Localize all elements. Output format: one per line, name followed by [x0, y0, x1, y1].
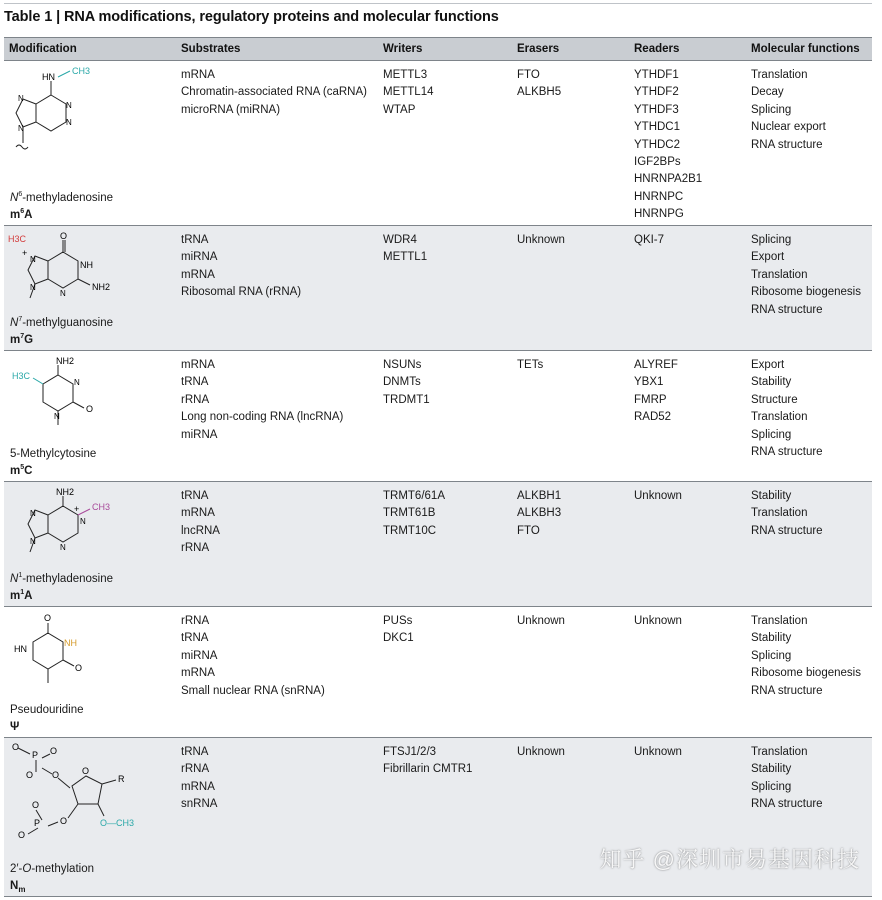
- table-row: [4, 61, 872, 226]
- functions-cell: [746, 351, 872, 482]
- readers-item: YTHDF1: [634, 69, 679, 81]
- modification-name: $N^1$-methyladenosine: [10, 572, 113, 585]
- functions-item: Nuclear export: [751, 121, 826, 134]
- modification-cell: [4, 351, 176, 482]
- modification-name: $N^6$-methyladenosine: [10, 191, 113, 204]
- header-functions: Molecular functions: [746, 38, 872, 61]
- modification-abbreviation: $m^1A$: [10, 589, 33, 602]
- readers-cell: [629, 61, 746, 226]
- functions-item: RNA structure: [751, 446, 823, 459]
- modification-abbreviation: Ψ: [10, 720, 20, 733]
- functions-item: Translation: [751, 268, 808, 281]
- substrates-cell: [176, 482, 378, 607]
- functions-item: Splicing: [751, 428, 792, 441]
- svg-text:N: N: [30, 283, 36, 292]
- writers-cell: [378, 738, 512, 897]
- top-rule: [4, 3, 872, 4]
- svg-text:NH2: NH2: [56, 487, 75, 497]
- substrates-item: tRNA: [181, 376, 209, 389]
- svg-text:O—CH3: O—CH3: [100, 818, 135, 828]
- erasers-cell: [512, 226, 629, 351]
- functions-item: Decay: [751, 86, 784, 99]
- modification-name: 2′-O-methylation: [10, 862, 94, 875]
- writers-item: METTL3: [383, 69, 428, 81]
- substrates-item: Small nuclear RNA (snRNA): [181, 684, 325, 697]
- functions-item: Translation: [751, 411, 808, 424]
- m5c-structure-icon: [8, 355, 118, 445]
- erasers-item: FTO: [517, 69, 540, 81]
- svg-text:H3C: H3C: [8, 234, 27, 244]
- substrates-item: miRNA: [181, 649, 218, 662]
- substrates-cell: [176, 61, 378, 226]
- readers-item: FMRP: [634, 393, 667, 406]
- header-modification: Modification: [4, 38, 176, 61]
- modifications-table: [4, 37, 872, 897]
- functions-item: Stability: [751, 490, 792, 502]
- modification-abbreviation: $m^7G$: [10, 333, 34, 346]
- substrates-item: rRNA: [181, 763, 210, 776]
- substrates-item: mRNA: [181, 507, 215, 520]
- functions-item: Translation: [751, 615, 808, 627]
- functions-item: RNA structure: [751, 684, 823, 697]
- functions-item: Stability: [751, 763, 792, 776]
- erasers-item: Unknown: [517, 234, 565, 246]
- erasers-item: ALKBH1: [517, 490, 562, 502]
- functions-item: Translation: [751, 746, 808, 758]
- svg-text:O: O: [60, 231, 68, 241]
- svg-text:NH: NH: [80, 260, 93, 270]
- functions-item: RNA structure: [751, 798, 823, 811]
- readers-item: HNRNPC: [634, 190, 684, 203]
- table-row: [4, 226, 872, 351]
- substrates-item: rRNA: [181, 615, 210, 627]
- readers-item: ALYREF: [634, 359, 678, 371]
- writers-item: TRMT61B: [383, 507, 436, 520]
- modification-cell: [4, 482, 176, 607]
- substrates-item: miRNA: [181, 251, 218, 264]
- modification-abbreviation: $m^5C$: [10, 464, 33, 477]
- header-erasers: Erasers: [512, 38, 629, 61]
- writers-cell: [378, 226, 512, 351]
- erasers-item: ALKBH3: [517, 507, 562, 520]
- modification-cell: [4, 226, 176, 351]
- svg-text:O: O: [32, 800, 40, 810]
- readers-item: Unknown: [634, 615, 682, 627]
- substrates-item: rRNA: [181, 393, 210, 406]
- functions-item: Splicing: [751, 103, 792, 116]
- readers-item: IGF2BPs: [634, 156, 681, 169]
- table-title: Table 1 | RNA modifications, regulatory proteins and molecular functions: [4, 9, 499, 25]
- functions-item: RNA structure: [751, 524, 823, 537]
- functions-item: Structure: [751, 393, 798, 406]
- functions-item: Stability: [751, 632, 792, 645]
- svg-text:P: P: [34, 818, 41, 828]
- functions-item: Translation: [751, 69, 808, 81]
- table-row: [4, 607, 872, 738]
- svg-text:O: O: [44, 613, 52, 623]
- functions-item: RNA structure: [751, 138, 823, 151]
- svg-text:N: N: [18, 94, 24, 103]
- erasers-cell: [512, 61, 629, 226]
- readers-cell: [629, 482, 746, 607]
- erasers-cell: [512, 607, 629, 738]
- functions-item: Splicing: [751, 780, 792, 793]
- svg-text:P: P: [32, 750, 39, 760]
- substrates-item: mRNA: [181, 667, 215, 680]
- substrates-item: snRNA: [181, 798, 218, 811]
- writers-cell: [378, 607, 512, 738]
- svg-text:R: R: [118, 774, 125, 784]
- functions-item: RNA structure: [751, 303, 823, 316]
- functions-item: Ribosome biogenesis: [751, 667, 861, 680]
- readers-item: Unknown: [634, 490, 682, 502]
- functions-item: Splicing: [751, 649, 792, 662]
- svg-text:H3C: H3C: [12, 371, 31, 381]
- functions-cell: [746, 61, 872, 226]
- m7g-structure-icon: [8, 230, 128, 320]
- writers-item: WDR4: [383, 234, 417, 246]
- svg-text:NH2: NH2: [56, 356, 75, 366]
- svg-text:NH2: NH2: [92, 282, 111, 292]
- svg-text:O: O: [26, 770, 34, 780]
- table-row: [4, 351, 872, 482]
- substrates-item: microRNA (miRNA): [181, 103, 281, 116]
- readers-item: QKI-7: [634, 234, 665, 246]
- substrates-item: rRNA: [181, 542, 210, 555]
- writers-item: METTL1: [383, 251, 428, 264]
- modification-name: $N^7$-methylguanosine: [10, 316, 113, 329]
- header-row: [4, 38, 872, 61]
- svg-text:O: O: [50, 746, 58, 756]
- modification-abbreviation: $m^6A$: [10, 208, 33, 221]
- writers-item: DKC1: [383, 632, 414, 645]
- writers-item: TRMT6/61A: [383, 490, 445, 502]
- writers-item: TRDMT1: [383, 393, 430, 406]
- writers-item: DNMTs: [383, 376, 421, 389]
- functions-item: Ribosome biogenesis: [751, 286, 861, 299]
- substrates-item: mRNA: [181, 780, 215, 793]
- readers-item: YTHDC2: [634, 138, 681, 151]
- header-writers: Writers: [378, 38, 512, 61]
- writers-item: PUSs: [383, 615, 413, 627]
- functions-cell: [746, 226, 872, 351]
- writers-cell: [378, 482, 512, 607]
- svg-text:O: O: [52, 770, 60, 780]
- functions-cell: [746, 607, 872, 738]
- svg-text:N: N: [18, 124, 24, 133]
- readers-cell: [629, 351, 746, 482]
- svg-text:N: N: [60, 543, 66, 552]
- svg-text:N: N: [66, 101, 72, 110]
- readers-item: YBX1: [634, 376, 664, 389]
- svg-text:O: O: [86, 404, 94, 414]
- erasers-cell: [512, 351, 629, 482]
- substrates-item: tRNA: [181, 490, 209, 502]
- modification-cell: [4, 607, 176, 738]
- modification-name: Pseudouridine: [10, 703, 84, 716]
- erasers-item: FTO: [517, 524, 540, 537]
- writers-item: WTAP: [383, 103, 416, 116]
- svg-text:N: N: [54, 412, 60, 421]
- readers-item: RAD52: [634, 411, 672, 424]
- substrates-item: Ribosomal RNA (rRNA): [181, 286, 302, 299]
- substrates-item: Chromatin-associated RNA (caRNA): [181, 86, 367, 99]
- header-readers: Readers: [629, 38, 746, 61]
- readers-item: YTHDF3: [634, 103, 679, 116]
- writers-cell: [378, 61, 512, 226]
- substrates-cell: [176, 226, 378, 351]
- svg-text:CH3: CH3: [92, 502, 111, 512]
- readers-cell: [629, 226, 746, 351]
- svg-text:HN: HN: [14, 644, 27, 654]
- svg-text:NH: NH: [64, 638, 77, 648]
- functions-cell: [746, 482, 872, 607]
- functions-item: Export: [751, 251, 785, 264]
- writers-cell: [378, 351, 512, 482]
- writers-item: TRMT10C: [383, 524, 437, 537]
- nm-structure-icon: [8, 742, 158, 852]
- table-row: [4, 482, 872, 607]
- substrates-item: mRNA: [181, 359, 215, 371]
- svg-text:HN: HN: [42, 72, 55, 82]
- svg-text:O: O: [18, 830, 26, 840]
- substrates-item: tRNA: [181, 632, 209, 645]
- svg-text:N: N: [30, 255, 36, 264]
- erasers-cell: [512, 482, 629, 607]
- svg-text:O: O: [60, 816, 68, 826]
- readers-item: YTHDF2: [634, 86, 679, 99]
- erasers-item: Unknown: [517, 746, 565, 758]
- watermark: 知乎 @深圳市易基因科技: [599, 847, 860, 872]
- svg-text:+: +: [22, 248, 28, 258]
- substrates-item: Long non-coding RNA (lncRNA): [181, 411, 344, 424]
- modification-abbreviation: $N_m$: [10, 879, 26, 895]
- modification-cell: [4, 738, 176, 897]
- substrates-item: tRNA: [181, 746, 209, 758]
- erasers-item: TETs: [517, 359, 544, 371]
- substrates-item: tRNA: [181, 234, 209, 246]
- svg-text:N: N: [74, 378, 80, 387]
- svg-text:O: O: [75, 663, 83, 673]
- svg-text:N: N: [30, 509, 36, 518]
- modification-name: 5-Methylcytosine: [10, 447, 97, 460]
- readers-item: Unknown: [634, 746, 682, 758]
- svg-text:N: N: [66, 118, 72, 127]
- m6a-structure-icon: [8, 65, 118, 165]
- svg-text:CH3: CH3: [72, 66, 91, 76]
- substrates-item: mRNA: [181, 69, 215, 81]
- svg-text:+: +: [74, 504, 80, 514]
- erasers-item: ALKBH5: [517, 86, 562, 99]
- readers-cell: [629, 607, 746, 738]
- header-substrates: Substrates: [176, 38, 378, 61]
- writers-item: NSUNs: [383, 359, 422, 371]
- readers-item: YTHDC1: [634, 121, 681, 134]
- writers-item: METTL14: [383, 86, 434, 99]
- functions-item: Export: [751, 359, 785, 371]
- functions-item: Splicing: [751, 234, 792, 246]
- readers-item: HNRNPG: [634, 208, 684, 221]
- writers-item: Fibrillarin CMTR1: [383, 763, 473, 776]
- modification-cell: [4, 61, 176, 226]
- substrates-cell: [176, 738, 378, 897]
- erasers-item: Unknown: [517, 615, 565, 627]
- writers-item: FTSJ1/2/3: [383, 746, 437, 758]
- svg-text:O: O: [82, 766, 90, 776]
- substrates-cell: [176, 607, 378, 738]
- svg-text:N: N: [80, 517, 86, 526]
- substrates-item: mRNA: [181, 268, 215, 281]
- svg-text:O: O: [12, 742, 20, 752]
- pseudouridine-structure-icon: [8, 611, 118, 701]
- functions-item: Stability: [751, 376, 792, 389]
- svg-text:N: N: [60, 289, 66, 298]
- readers-item: HNRNPA2B1: [634, 173, 703, 186]
- functions-item: Translation: [751, 507, 808, 520]
- substrates-item: lncRNA: [181, 524, 220, 537]
- m1a-structure-icon: [8, 486, 128, 576]
- svg-text:N: N: [30, 537, 36, 546]
- substrates-cell: [176, 351, 378, 482]
- substrates-item: miRNA: [181, 428, 218, 441]
